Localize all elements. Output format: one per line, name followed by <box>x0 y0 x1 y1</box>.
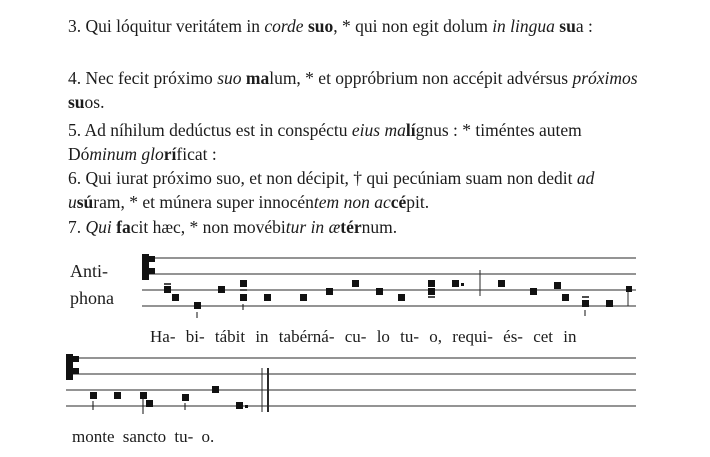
verse-text-run: 6. Qui iurat próximo suo, et non décipit, † qui pecúniam suam non dedit <box>68 168 577 188</box>
verse-text-run: suo <box>307 16 334 36</box>
verse-text-run: tér <box>340 217 362 237</box>
verse-text-run: corde <box>264 16 304 36</box>
verse-text-run: æ <box>328 217 341 237</box>
staff-1-neumes <box>164 280 632 318</box>
verse-text-run: Qui <box>85 217 112 237</box>
clef-1 <box>142 254 155 280</box>
verse-text-run: tem non ac <box>313 192 391 212</box>
verse-text-run: u <box>68 192 77 212</box>
verse-text-run: ram, * et múnera super innocén <box>93 192 314 212</box>
verse-text-run: ad <box>576 168 595 188</box>
verse-text-run: su <box>68 92 85 112</box>
verse-text-run: gnus : * timéntes autem Dó <box>68 120 582 164</box>
verse-text-run: 7. <box>68 217 86 237</box>
verse-text-run: ma <box>245 68 270 88</box>
verse-text-run: ma <box>384 120 406 140</box>
verse-text-run: lum, * et oppróbrium non accépit advérsus <box>269 68 573 88</box>
verse-text-run: os. <box>84 92 105 112</box>
staff-2-lines <box>66 358 636 406</box>
verse-text-run: lí <box>405 120 416 140</box>
verse-text-run: a : <box>575 16 593 36</box>
verse-text-run: eius <box>351 120 381 140</box>
verse-text-run: , * qui non egit dolum <box>333 16 493 36</box>
verse-text-run: minum <box>89 144 138 164</box>
verse-text-run: cit hæc, * non movébi <box>130 217 286 237</box>
verse-text-run: 4. Nec fecit próximo <box>68 68 218 88</box>
staff-1-lines <box>142 258 636 306</box>
antiphon-lyrics-line2: monte sancto tu- o. <box>72 427 215 446</box>
verse-text-run: 3. Qui lóquitur veritátem in <box>68 16 265 36</box>
verse-text-run: suo <box>217 68 242 88</box>
verse-text-run: próximos <box>572 68 638 88</box>
antiphona-label-line2: phona <box>70 288 114 308</box>
verse-text-run: num. <box>361 217 398 237</box>
verse-text-run: 5. Ad níhilum dedúctus est in conspéctu <box>68 120 352 140</box>
verse-text-run: rí <box>163 144 177 164</box>
clef-2 <box>66 354 79 380</box>
antiphona-label-line1: Anti- <box>70 261 108 281</box>
verse-text-run: in lingua <box>492 16 555 36</box>
verse-text-run: sú <box>76 192 94 212</box>
verse-text-run: cé <box>390 192 407 212</box>
verse-text-run: fa <box>116 217 131 237</box>
verse-text-run: su <box>559 16 576 36</box>
verse-text-run: pit. <box>406 192 430 212</box>
verse-text-run: ficat : <box>176 144 217 164</box>
verse-text-run: tur in <box>285 217 325 237</box>
antiphon-lyrics-line1: Ha- bi- tábit in tabérná- cu- lo tu- o, requi- és- cet in <box>150 327 577 346</box>
verse-text-run: glo <box>141 144 164 164</box>
